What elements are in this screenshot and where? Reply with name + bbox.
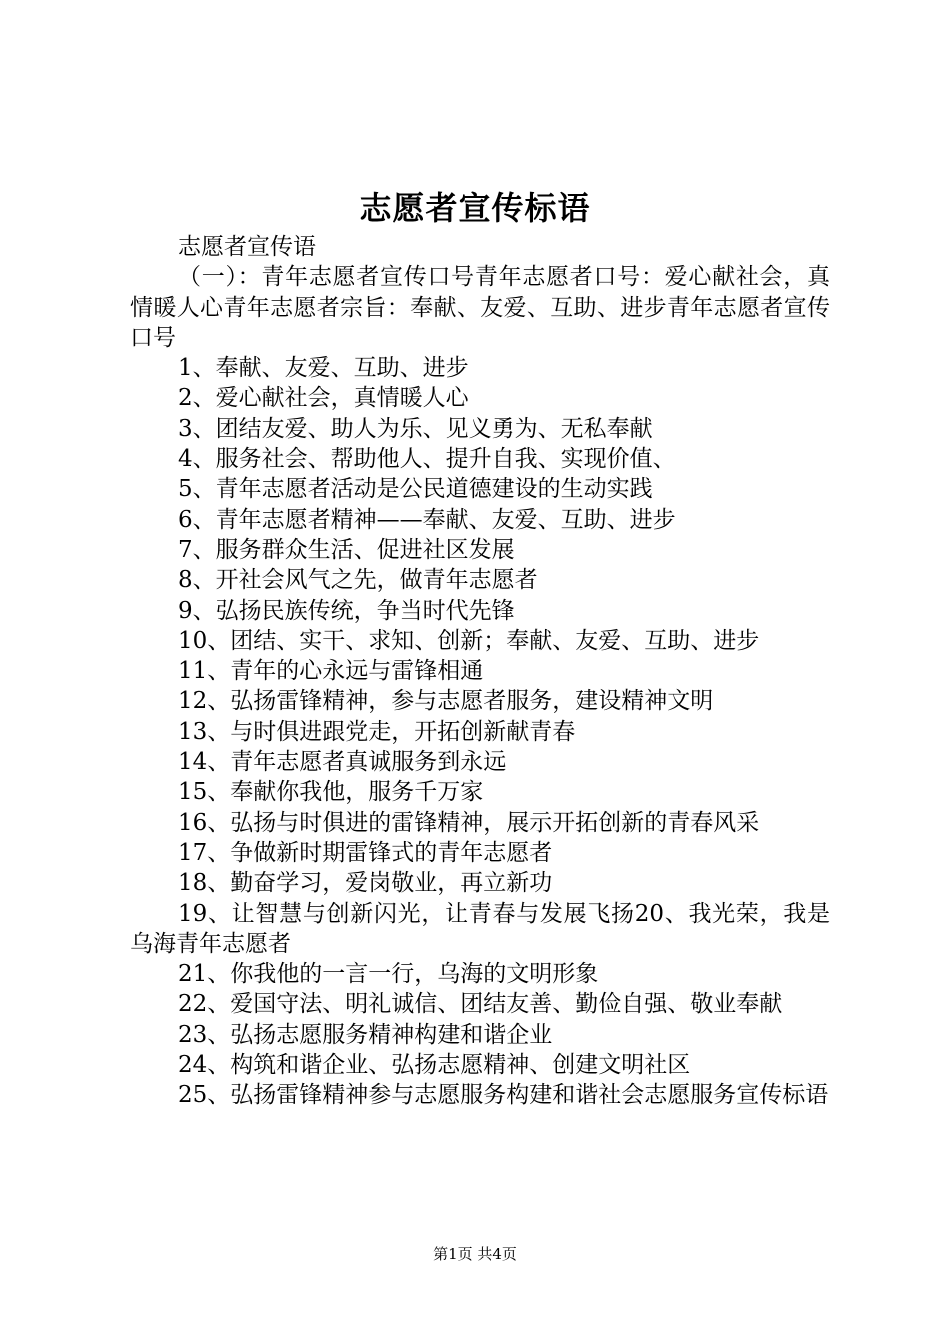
paragraph: 志愿者宣传语 (178, 234, 316, 260)
paragraph: 22、爱国守法、明礼诚信、团结友善、勤俭自强、敬业奉献 (178, 991, 783, 1018)
paragraph: 4、服务社会、帮助他人、提升自我、实现价值、 (178, 446, 676, 473)
paragraph: 2、爱心献社会，真情暖人心 (178, 385, 469, 412)
paragraph: 11、青年的心永远与雷锋相通 (178, 658, 484, 685)
paragraph: （一）：青年志愿者宣传口号青年志愿者口号：爱心献社会，真情暖人心青年志愿者宗旨：奉献、友爱、互助、进步青年志愿者宣传口号 (130, 264, 830, 351)
paragraph: 17、争做新时期雷锋式的青年志愿者 (178, 839, 553, 866)
paragraph: 24、构筑和谐企业、弘扬志愿精神、创建文明社区 (178, 1052, 691, 1079)
paragraph: 18、勤奋学习，爱岗敬业，再立新功 (178, 870, 553, 897)
paragraph: 19、让智慧与创新闪光，让青春与发展飞扬20、我光荣，我是乌海青年志愿者 (130, 900, 830, 957)
paragraph: 3、团结友爱、助人为乐、见义勇为、无私奉献 (178, 415, 653, 442)
paragraph: 14、青年志愿者真诚服务到永远 (178, 749, 507, 776)
paragraph: 25、弘扬雷锋精神参与志愿服务构建和谐社会志愿服务宣传标语 (178, 1082, 829, 1109)
paragraph: 8、开社会风气之先，做青年志愿者 (178, 567, 538, 594)
paragraph: 6、青年志愿者精神——奉献、友爱、互助、进步 (178, 506, 676, 533)
paragraph: 10、团结、实干、求知、创新；奉献、友爱、互助、进步 (178, 627, 760, 654)
paragraph: 9、弘扬民族传统，争当时代先锋 (178, 597, 515, 624)
document-title: 志愿者宣传标语 (359, 189, 591, 227)
paragraph: 13、与时俱进跟党走，开拓创新献青春 (178, 718, 576, 745)
paragraph: 5、青年志愿者活动是公民道德建设的生动实践 (178, 476, 653, 503)
paragraph: 12、弘扬雷锋精神，参与志愿者服务，建设精神文明 (178, 688, 714, 715)
paragraph: 7、服务群众生活、促进社区发展 (178, 536, 515, 563)
paragraph: 23、弘扬志愿服务精神构建和谐企业 (178, 1021, 553, 1048)
paragraph: 15、奉献你我他，服务千万家 (178, 779, 484, 806)
page-number-footer: 第1页 共4页 (433, 1245, 517, 1263)
paragraph: 1、奉献、友爱、互助、进步 (178, 355, 469, 382)
document-body (130, 232, 830, 1111)
paragraph: 21、你我他的一言一行，乌海的文明形象 (178, 961, 599, 988)
paragraph: 16、弘扬与时俱进的雷锋精神，展示开拓创新的青春风采 (178, 809, 760, 836)
